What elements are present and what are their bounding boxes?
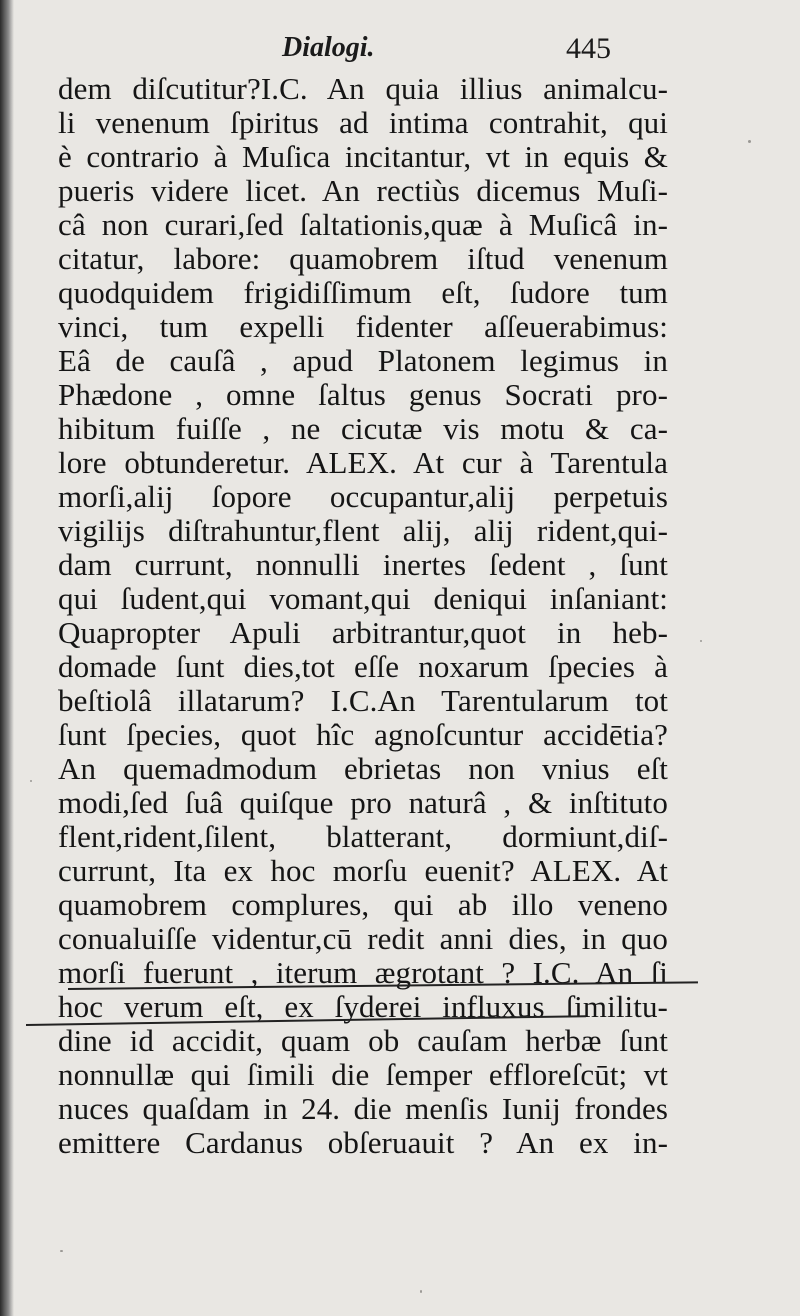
text-line: è contrario à Muſica incitantur, vt in equis & (58, 139, 668, 174)
paper-speck (60, 1250, 63, 1252)
page-header (0, 30, 800, 70)
text-line: quodquidem frigidiſſimum eſt, ſudore tum (58, 275, 668, 310)
text-line: hibitum fuiſſe , ne cicutæ vis motu & ca- (58, 411, 668, 446)
text-line: quamobrem complures, qui ab illo veneno (58, 887, 668, 922)
text-line: pueris videre licet. An rectiùs dicemus Muſi- (58, 173, 668, 208)
text-line: nonnullæ qui ſimili die ſemper effloreſcūt; vt (58, 1057, 668, 1092)
paper-speck (748, 140, 751, 143)
text-line: emittere Cardanus obſeruauit ? An ex in- (58, 1125, 668, 1160)
text-line: hoc verum eſt, ex ſyderei influxus ſimilitu- (58, 989, 668, 1024)
text-line: lore obtunderetur. ALEX. At cur à Tarentula (58, 445, 668, 480)
text-line: modi,ſed ſuâ quiſque pro naturâ , & inſtituto (58, 785, 668, 820)
text-line: nuces quaſdam in 24. die menſis Iunij frondes (58, 1091, 668, 1126)
text-line: morſi,alij ſopore occupantur,alij perpetuis (58, 479, 668, 514)
text-line: câ non curari,ſed ſaltationis,quæ à Muſicâ in- (58, 207, 668, 242)
paper-speck (700, 640, 702, 642)
text-line: li venenum ſpiritus ad intima contrahit, qui (58, 105, 668, 140)
text-line: conualuiſſe videntur,cū redit anni dies, in quo (58, 921, 668, 956)
paper-speck (420, 1290, 422, 1293)
page-number: 445 (566, 32, 611, 65)
text-line: An quemadmodum ebrietas non vnius eſt (58, 751, 668, 786)
text-line: dam currunt, nonnulli inertes ſedent , ſunt (58, 547, 668, 582)
text-line: morſi fuerunt , iterum ægrotant ? I.C. An ſi (58, 955, 668, 990)
text-line: currunt, Ita ex hoc morſu euenit? ALEX. At (58, 853, 668, 888)
body-text (58, 72, 668, 1160)
paper-speck (30, 780, 32, 782)
text-line: Phædone , omne ſaltus genus Socrati pro- (58, 377, 668, 412)
text-line: beſtiolâ illatarum? I.C.An Tarentularum tot (58, 683, 668, 718)
text-line: domade ſunt dies,tot eſſe noxarum ſpecies à (58, 649, 668, 684)
running-title: Dialogi. (282, 32, 375, 63)
text-line: vinci, tum expelli fidenter aſſeuerabimus: (58, 309, 668, 344)
text-line: qui ſudent,qui vomant,qui deniqui inſaniant: (58, 581, 668, 616)
text-line: citatur, labore: quamobrem iſtud venenum (58, 241, 668, 276)
text-line: vigilijs diſtrahuntur,flent alij, alij rident,qui- (58, 513, 668, 548)
text-line: Quapropter Apuli arbitrantur,quot in heb- (58, 615, 668, 650)
text-line: dine id accidit, quam ob cauſam herbæ ſunt (58, 1023, 668, 1058)
text-line: ſunt ſpecies, quot hîc agnoſcuntur accidētia? (58, 717, 668, 752)
text-line: Eâ de cauſâ , apud Platonem legimus in (58, 343, 668, 378)
text-line: flent,rident,ſilent, blatterant, dormiunt,diſ- (58, 819, 668, 854)
text-line: dem diſcutitur?I.C. An quia illius animalcu- (58, 71, 668, 106)
page-edge-shadow (0, 0, 14, 1316)
